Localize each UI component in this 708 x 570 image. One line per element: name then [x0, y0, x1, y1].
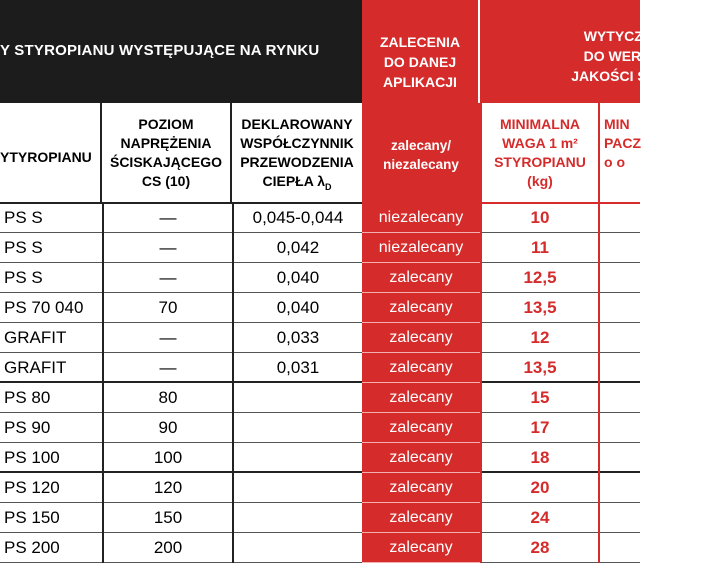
table-body [0, 203, 640, 563]
column-header-cs [102, 103, 232, 203]
compressive-stress-cell: — [102, 203, 232, 233]
compressive-stress-cell: 120 [102, 473, 232, 503]
min-weight-cell: 12,5 [480, 263, 598, 293]
min-pack-cell [598, 383, 640, 413]
product-name-cell: GRAFIT [4, 358, 67, 377]
column-header-lambda [232, 103, 362, 203]
recommendation-cell: zalecany [362, 383, 480, 413]
recommendation-cell: zalecany [362, 323, 480, 353]
min-weight-cell: 20 [480, 473, 598, 503]
column-header-weight-line: WAGA 1 m² [502, 135, 578, 151]
thermal-conductivity-cell: 0,045-0,044 [232, 203, 362, 233]
product-name-cell: PS 100 [4, 448, 60, 467]
compressive-stress-cell: — [102, 353, 232, 383]
column-header-cs-line: ŚCISKAJĄCEGO [109, 154, 223, 170]
recommendation-title-line: APLIKACJI [383, 74, 457, 90]
thermal-conductivity-cell [232, 443, 362, 473]
table-row [0, 533, 640, 563]
column-header-lambda-line [232, 172, 362, 197]
table-row [0, 503, 640, 533]
compressive-stress-cell: — [102, 323, 232, 353]
thermal-conductivity-cell [232, 503, 362, 533]
product-name-cell: PS S [4, 238, 43, 257]
thermal-conductivity-cell [232, 383, 362, 413]
min-pack-cell [598, 413, 640, 443]
column-header-weight-line: MINIMALNA [499, 116, 581, 132]
min-weight-cell: 13,5 [480, 293, 598, 323]
product-name-cell: GRAFIT [4, 328, 67, 347]
min-weight-cell: 18 [480, 443, 598, 473]
column-header-name-label: YTYROPIANU [0, 149, 92, 165]
main-title: Y STYROPIANU WYSTĘPUJĄCE NA RYNKU [0, 42, 320, 59]
product-name-cell: PS 80 [4, 388, 51, 407]
min-weight-cell: 24 [480, 503, 598, 533]
column-header-min-pack [598, 103, 658, 203]
compressive-stress-cell: 100 [102, 443, 232, 473]
table-row [0, 473, 640, 503]
table-row [0, 323, 640, 353]
recommendation-cell: zalecany [362, 443, 480, 473]
recommendation-cell: zalecany [362, 413, 480, 443]
min-weight-cell: 17 [480, 413, 598, 443]
guidelines-title-line: WYTYCZNE [583, 28, 663, 44]
min-pack-cell [598, 293, 640, 323]
column-header-recommendation [362, 103, 480, 203]
recommendation-cell: zalecany [362, 503, 480, 533]
product-name-cell: PS S [4, 268, 43, 287]
guidelines-header-band [480, 0, 675, 103]
table-row [0, 383, 640, 413]
min-pack-cell [598, 443, 640, 473]
product-name-cell: PS S [4, 208, 43, 227]
compressive-stress-cell: 90 [102, 413, 232, 443]
recommendation-title-line: DO DANEJ [383, 54, 457, 70]
column-header-cs-line: POZIOM [138, 116, 194, 132]
min-pack-cell [598, 323, 640, 353]
compressive-stress-cell: — [102, 233, 232, 263]
min-pack-cell [598, 233, 640, 263]
recommendation-title-line: ZALECENIA [379, 34, 461, 50]
table-row [0, 443, 640, 473]
min-pack-cell [598, 353, 640, 383]
recommendation-cell: zalecany [362, 263, 480, 293]
column-header-recommendation-line: niezalecany [383, 157, 459, 172]
product-name-cell: PS 200 [4, 538, 60, 557]
column-header-cs-line: CS (10) [141, 173, 191, 189]
recommendation-cell: niezalecany [362, 233, 480, 263]
min-pack-cell [598, 503, 640, 533]
table-row [0, 203, 640, 233]
recommendation-cell: zalecany [362, 533, 480, 563]
column-header-weight-line: (kg) [527, 173, 553, 189]
recommendation-header-band [362, 0, 478, 103]
recommendation-title [362, 32, 478, 92]
table-row [0, 233, 640, 263]
thermal-conductivity-cell: 0,040 [232, 293, 362, 323]
main-header-band [0, 0, 362, 103]
min-weight-cell: 10 [480, 203, 598, 233]
thermal-conductivity-cell: 0,042 [232, 233, 362, 263]
column-header-min-pack-line: PACZ [604, 135, 642, 151]
compressive-stress-cell: 70 [102, 293, 232, 323]
min-pack-cell [598, 533, 640, 563]
column-header-lambda-line: WSPÓŁCZYNNIK [240, 135, 354, 151]
table-row [0, 353, 640, 383]
thermal-conductivity-cell [232, 413, 362, 443]
column-header-min-pack-line: o o [604, 154, 625, 170]
compressive-stress-cell: 200 [102, 533, 232, 563]
thermal-conductivity-cell [232, 533, 362, 563]
min-weight-cell: 15 [480, 383, 598, 413]
thermal-conductivity-cell: 0,031 [232, 353, 362, 383]
product-name-cell: PS 120 [4, 478, 60, 497]
column-header-recommendation-line: zalecany/ [390, 138, 452, 153]
min-pack-cell [598, 263, 640, 293]
product-name-cell: PS 70 040 [4, 298, 84, 317]
compressive-stress-cell: — [102, 263, 232, 293]
recommendation-cell: zalecany [362, 473, 480, 503]
table-row [0, 293, 640, 323]
guidelines-title-line: DO WERYFI [583, 48, 663, 64]
table-row [0, 263, 640, 293]
column-header-name [0, 103, 102, 203]
lambda-subscript: D [325, 181, 332, 192]
min-pack-cell [598, 203, 640, 233]
column-header-weight-line: STYROPIANU [494, 154, 586, 170]
table-row [0, 413, 640, 443]
column-header-min-pack-line: MIN [604, 116, 630, 132]
min-weight-cell: 13,5 [480, 353, 598, 383]
guidelines-title-line: JAKOŚCI STYR [571, 68, 675, 84]
column-header-lambda-line: PRZEWODZENIA [240, 154, 354, 170]
lambda-symbol-label: CIEPŁA λ [262, 173, 325, 189]
min-weight-cell: 11 [480, 233, 598, 263]
column-header-weight [480, 103, 598, 203]
thermal-conductivity-cell: 0,033 [232, 323, 362, 353]
min-pack-cell [598, 473, 640, 503]
guidelines-title [538, 26, 708, 86]
column-header-cs-line: NAPRĘŻENIA [120, 135, 212, 151]
recommendation-cell: zalecany [362, 293, 480, 323]
recommendation-cell: niezalecany [362, 203, 480, 233]
thermal-conductivity-cell [232, 473, 362, 503]
compressive-stress-cell: 80 [102, 383, 232, 413]
min-weight-cell: 28 [480, 533, 598, 563]
thermal-conductivity-cell: 0,040 [232, 263, 362, 293]
compressive-stress-cell: 150 [102, 503, 232, 533]
column-header-lambda-line: DEKLAROWANY [241, 116, 353, 132]
product-name-cell: PS 150 [4, 508, 60, 527]
product-name-cell: PS 90 [4, 418, 51, 437]
min-weight-cell: 12 [480, 323, 598, 353]
recommendation-cell: zalecany [362, 353, 480, 383]
